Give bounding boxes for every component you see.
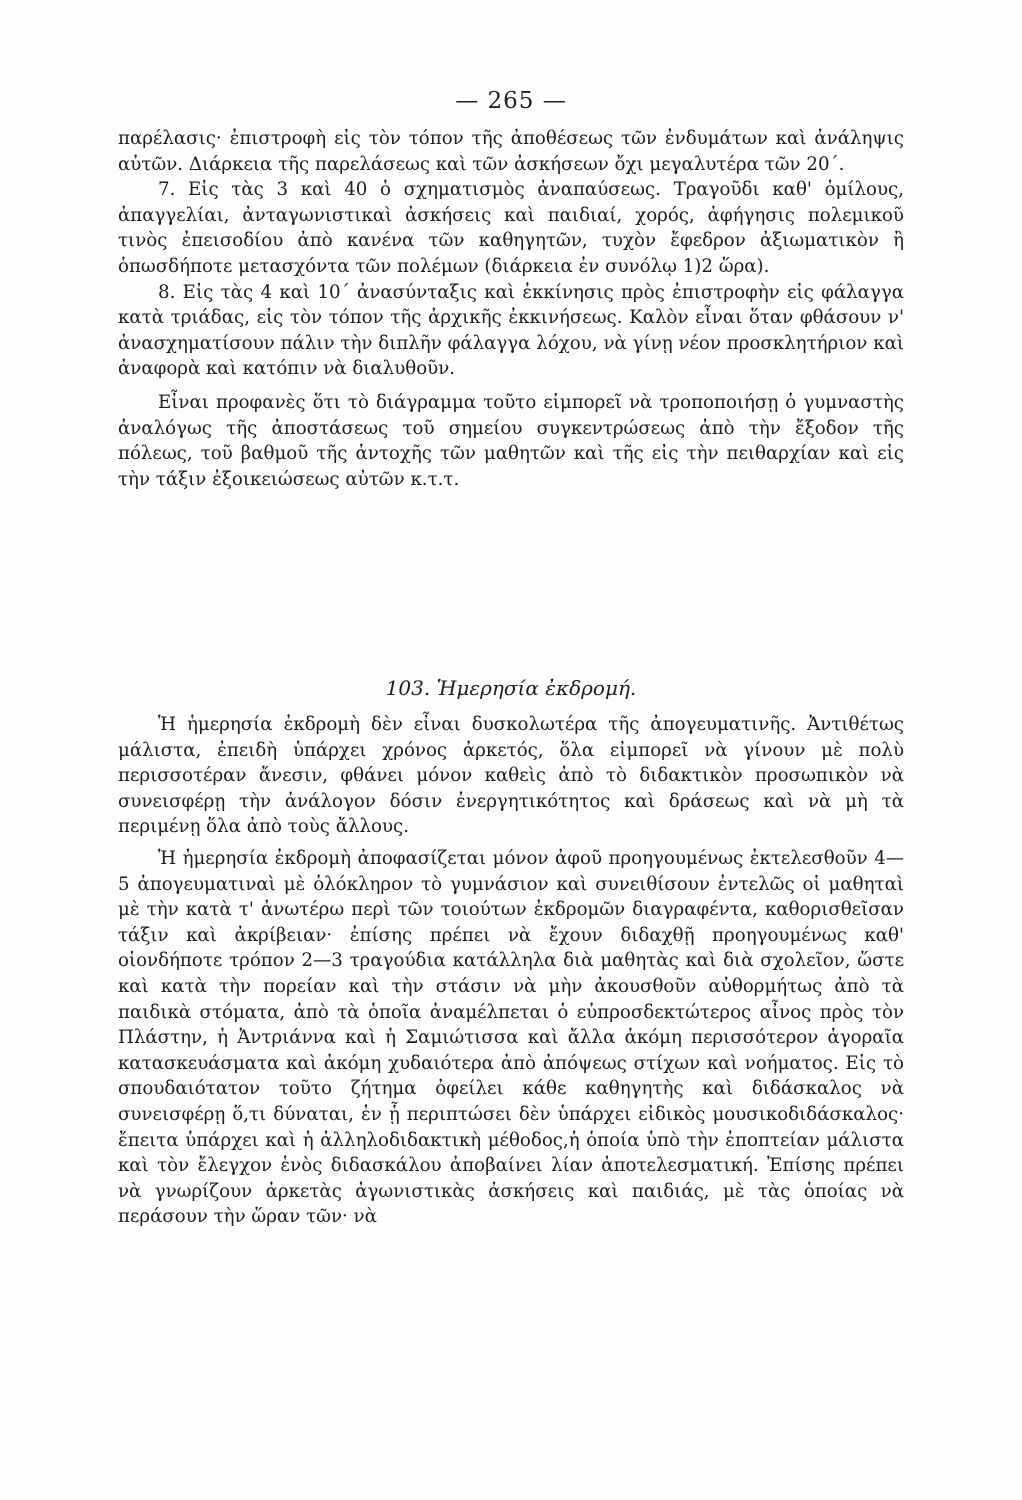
section-heading: 103. Ἡμερησία ἐκδρομή. bbox=[385, 676, 637, 700]
page-number: — 265 — bbox=[455, 88, 567, 114]
paragraph-diagram-note: Εἶναι προφανὲς ὅτι τὸ διάγραμμα τοῦτο εἰμπορεῖ νὰ τροποποιήσῃ ὁ γυμναστὴς ἀναλόγως τῆς ἀποστάσεως τοῦ σημείου συγκεντρώσεως ἀπὸ τὴν ἔξοδον τῆς πόλεως, τοῦ βαθμοῦ τῆς ἀντοχῆς τῶν μαθητῶν καὶ τῆς εἰς τὴν πειθαρχίαν καὶ εἰς τὴν τάξιν ἐξοικειώσεως αὐτῶν κ.τ.τ. bbox=[118, 391, 904, 490]
paragraph-parade-end: παρέλασις· ἐπιστροφὴ εἰς τὸν τόπον τῆς ἀποθέσεως τῶν ἐνδυμάτων καὶ ἀνάληψις αὐτῶν. Διάρκεια τῆς παρελάσεως καὶ τῶν ἀσκήσεων ὄχι μεγαλυτέρα τῶν 20΄. bbox=[118, 128, 904, 175]
paragraph-item-7: 7. Εἰς τὰς 3 καὶ 40 ὁ σχηματισμὸς ἀναπαύσεως. Τραγοῦδι καθ' ὁμίλους, ἀπαγγελίαι, ἀνταγωνιστικαὶ ἀσκήσεις καὶ παιδιαί, χορός, ἀφήγησις πολεμικοῦ τινὸς ἐπεισοδίου ἀπὸ κανένα τῶν καθηγητῶν, τυχὸν ἔφεδρον ἀξιωματικὸν ἢ ὁπωσδήποτε μετασχόντα τῶν πολέμων (διάρκεια ἐν συνόλῳ 1)2 ὥρα). bbox=[118, 179, 904, 277]
paragraph-item-8: 8. Εἰς τὰς 4 καὶ 10΄ ἀνασύνταξις καὶ ἐκκίνησις πρὸς ἐπιστροφὴν εἰς φάλαγγα κατὰ τριάδας, εἰς τὸν τόπον τῆς ἀρχικῆς ἐκκινήσεως. Καλὸν εἶναι ὅταν φθάσουν ν' ἀνασχηματίσουν πάλιν τὴν διπλῆν φάλαγγα λόχου, νὰ γίνῃ νέον προσκλητήριον καὶ ἀναφορὰ καὶ κατόπιν νὰ διαλυθοῦν. bbox=[118, 281, 904, 380]
paragraph-day-trip-intro: Ἡ ἡμερησία ἐκδρομὴ δὲν εἶναι δυσκολωτέρα τῆς ἀπογευματινῆς. Ἀντιθέτως μάλιστα, ἐπειδὴ ὑπάρχει χρόνος ἀρκετός, ὅλα εἰμπορεῖ νὰ γίνουν μὲ πολὺ περισσοτέραν ἄνεσιν, φθάνει μόνον καθεὶς ἀπὸ τὸ διδακτικὸν προσωπικὸν νὰ συνεισφέρῃ τὴν ἀνάλογον δόσιν ἐνεργητικότητος καὶ δράσεως καὶ νὰ μὴ τὰ περιμένῃ ὅλα ἀπὸ τοὺς ἄλλους. bbox=[118, 714, 904, 838]
text-block-upper bbox=[118, 126, 904, 492]
paragraph-day-trip-preparation: Ἡ ἡμερησία ἐκδρομὴ ἀποφασίζεται μόνον ἀφοῦ προηγουμένως ἐκτελεσθοῦν 4—5 ἀπογευματιναὶ μὲ ὁλόκληρον τὸ γυμνάσιον καὶ συνειθίσουν ἐντελῶς οἱ μαθηταὶ μὲ τὴν κατὰ τ' ἀνωτέρω περὶ τῶν τοιούτων ἐκδρομῶν διαγραφέντα, καθορισθεῖσαν τάξιν καὶ ἀκρίβειαν· ἐπίσης πρέπει νὰ ἔχουν διδαχθῇ προηγουμένως καθ' οἱονδήποτε τρόπον 2—3 τραγούδια κατάλληλα διὰ μαθητὰς καὶ διὰ σχολεῖον, ὥστε καὶ κατὰ τὴν πορείαν καὶ τὴν στάσιν νὰ μὴν ἀκουσθοῦν αὐθορμήτως ἀπὸ τὰ παιδικὰ στόματα, ἀπὸ τὰ ὁποῖα ἀναμέλπεται ὁ εὐπροσδεκτώτερος αἶνος πρὸς τὸν Πλάστην, ἡ Ἀντριάννα καὶ ἡ Σαμιώτισσα καὶ ἄλλα ἀκόμη περισσότερον ἀγοραῖα κατασκευάσματα καὶ ἀκόμη χυδαιότερα ἀπὸ ἀπόψεως στίχων καὶ νοήματος. Εἰς τὸ σπουδαιότατον τοῦτο ζήτημα ὀφείλει κάθε καθηγητὴς καὶ διδάσκαλος νὰ συνεισφέρῃ ὅ,τι δύναται, ἐν ᾗ περιπτώσει δὲν ὑπάρχει εἰδικὸς μουσικοδιδάσκαλος· ἔπειτα ὑπάρχει καὶ ἡ ἀλληλοδιδακτικὴ μέθοδος,ἡ ὁποία ὑπὸ τὴν ἐποπτείαν μάλιστα καὶ τὸν ἔλεγχον ἑνὸς διδασκάλου ἀποβαίνει λίαν ἀποτελεσματική. Ἐπίσης πρέπει νὰ γνωρίζουν ἀρκετὰς ἀγωνιστικὰς ἀσκήσεις καὶ παιδιάς, μὲ τὰς ὁποίας νὰ περάσουν τὴν ὥραν τῶν· νὰ bbox=[118, 847, 904, 1228]
text-block-lower bbox=[118, 712, 904, 1230]
